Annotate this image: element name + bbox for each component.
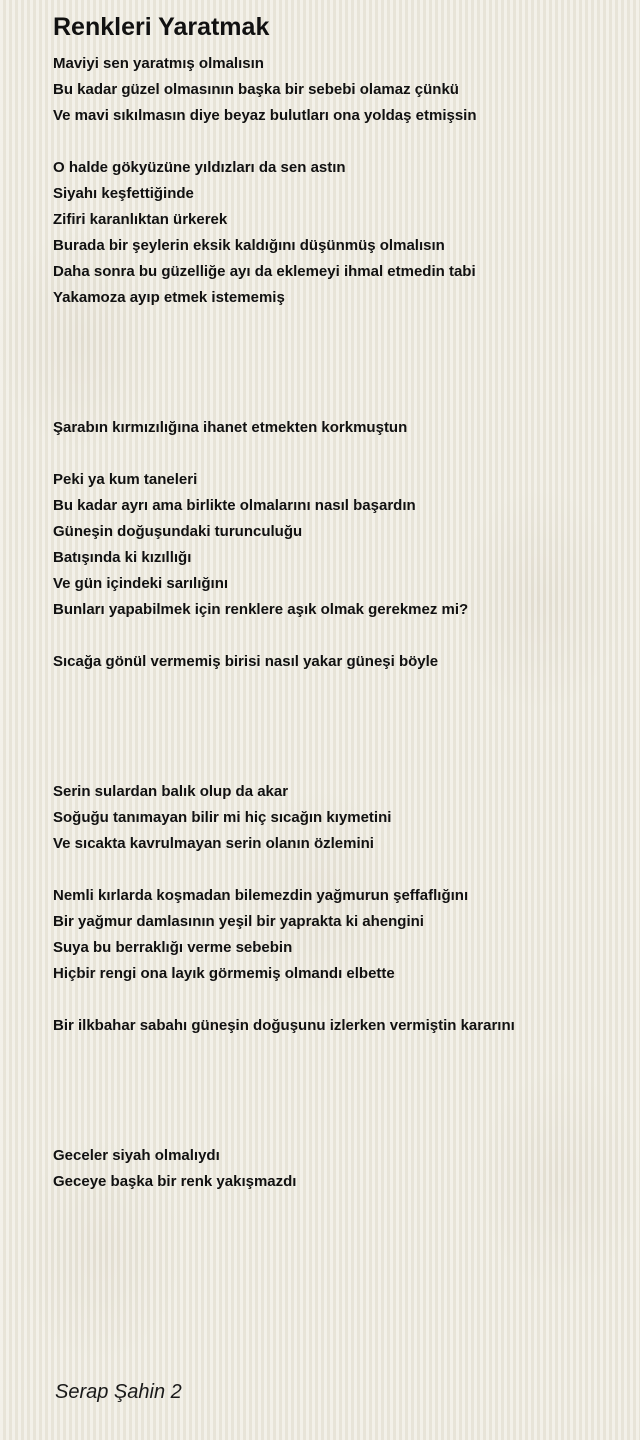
poem-line: Yakamoza ayıp etmek istememiş: [53, 289, 285, 306]
stanza-break: [53, 129, 613, 155]
poem-title: Renkleri Yaratmak: [53, 13, 270, 41]
stanza-break: [53, 857, 613, 883]
poem-line: Peki ya kum taneleri: [53, 471, 198, 488]
stanza-break: [53, 1091, 613, 1117]
poem-line: Sıcağa gönül vermemiş birisi nasıl yakar güneşi böyle: [53, 653, 439, 670]
poem-line: Şarabın kırmızılığına ihanet etmekten korkmuştun: [53, 419, 408, 436]
poem-author: Serap Şahin 2: [55, 1381, 182, 1403]
poem-line: Güneşin doğuşundaki turunculuğu: [53, 523, 303, 540]
stanza-break: [53, 311, 613, 337]
poem-line: Bu kadar güzel olmasının başka bir sebebi olamaz çünkü: [53, 81, 459, 98]
stanza-break: [53, 389, 613, 415]
poem-line: Ve sıcakta kavrulmayan serin olanın özlemini: [53, 835, 374, 852]
poem-line: Siyahı keşfettiğinde: [53, 185, 194, 202]
stanza-break: [53, 363, 613, 389]
stanza-break: [53, 441, 613, 467]
poem-line: Suya bu berraklığı verme sebebin: [53, 939, 293, 956]
stanza-break: [53, 1039, 613, 1065]
poem-line: Ve gün içindeki sarılığını: [53, 575, 229, 592]
poem-line: Burada bir şeylerin eksik kaldığını düşünmüş olmalısın: [53, 237, 445, 254]
stanza-break: [53, 337, 613, 363]
poem-line: Batışında ki kızıllığı: [53, 549, 192, 566]
stanza-break: [53, 1065, 613, 1091]
stanza-break: [53, 727, 613, 753]
stanza-break: [53, 623, 613, 649]
poem-line: Zifiri karanlıktan ürkerek: [53, 211, 228, 228]
poem-body: [53, 51, 613, 1195]
poem-line: Bir ilkbahar sabahı güneşin doğuşunu izlerken vermiştin kararını: [53, 1017, 515, 1034]
poem-line: Ve mavi sıkılmasın diye beyaz bulutları ona yoldaş etmişsin: [53, 107, 477, 124]
stanza-break: [53, 675, 613, 701]
stanza-break: [53, 1117, 613, 1143]
poem-line: Bu kadar ayrı ama birlikte olmalarını nasıl başardın: [53, 497, 416, 514]
poem-line: Bunları yapabilmek için renklere aşık olmak gerekmez mi?: [53, 601, 469, 618]
stanza-break: [53, 987, 613, 1013]
poem-line: Hiçbir rengi ona layık görmemiş olmandı elbette: [53, 965, 395, 982]
poem-line: Nemli kırlarda koşmadan bilemezdin yağmurun şeffaflığını: [53, 887, 469, 904]
poem-line: Soğuğu tanımayan bilir mi hiç sıcağın kıymetini: [53, 809, 392, 826]
stanza-break: [53, 701, 613, 727]
poem-line: O halde gökyüzüne yıldızları da sen astın: [53, 159, 346, 176]
poem-line: Maviyi sen yaratmış olmalısın: [53, 55, 264, 72]
stanza-break: [53, 753, 613, 779]
poem-line: Geceye başka bir renk yakışmazdı: [53, 1173, 297, 1190]
poem-line: Geceler siyah olmalıydı: [53, 1147, 220, 1164]
poem-line: Bir yağmur damlasının yeşil bir yaprakta ki ahengini: [53, 913, 424, 930]
poem-line: Daha sonra bu güzelliğe ayı da eklemeyi ihmal etmedin tabi: [53, 263, 476, 280]
poem-line: Serin sulardan balık olup da akar: [53, 783, 289, 800]
